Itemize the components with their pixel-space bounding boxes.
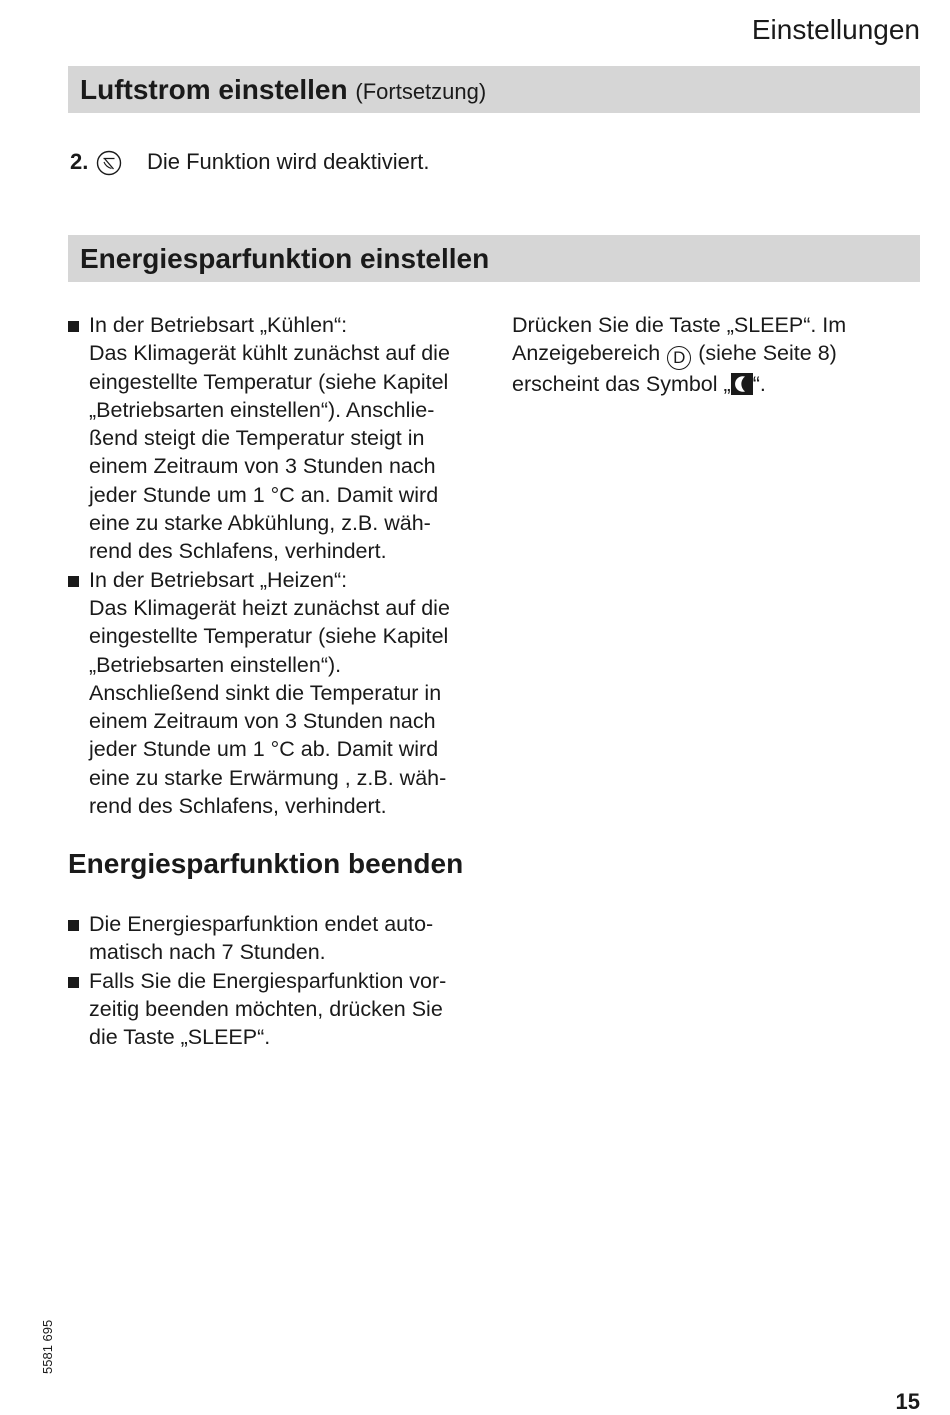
text-line: eingestellte Temperatur (siehe Kapitel	[89, 369, 449, 394]
list-item	[68, 967, 488, 1052]
section-bar-luftstrom	[68, 66, 920, 113]
text-line	[512, 370, 912, 398]
text-line	[512, 339, 912, 370]
text-line: „Betriebsarten einstellen“).	[89, 652, 342, 677]
text-line: Anschließend sinkt die Temperatur in	[89, 680, 442, 705]
text-line: eine zu starke Erwärmung , z.B. wäh-	[89, 765, 447, 790]
section-heading-beenden: Energiesparfunktion beenden	[68, 848, 464, 879]
bullet-square-icon	[68, 977, 79, 988]
text-line: eingestellte Temperatur (siehe Kapitel	[89, 624, 449, 649]
text-line: jeder Stunde um 1 °C an. Damit wird	[89, 482, 439, 507]
document-number: 5581 695	[40, 1319, 55, 1374]
moon-icon	[731, 373, 753, 395]
bullet-square-icon	[68, 321, 79, 332]
text-line: einem Zeitraum von 3 Stunden nach	[89, 709, 436, 734]
text-line: rend des Schlafens, verhindert.	[89, 794, 387, 819]
beenden-bullet-list	[68, 910, 488, 1051]
text-fragment: “.	[752, 372, 766, 397]
page-number: 15	[895, 1389, 920, 1414]
text-line: „Betriebsarten einstellen“). Anschlie-	[89, 397, 435, 422]
text-line: Drücken Sie die Taste „SLEEP“. Im	[512, 313, 847, 337]
section-title: Energiesparfunktion einstellen	[80, 243, 490, 274]
list-item	[68, 311, 488, 566]
section-subtitle: (Fortsetzung)	[355, 79, 487, 104]
section-title-text: Luftstrom einstellen	[80, 74, 348, 105]
text-fragment: Anzeigebereich	[512, 341, 661, 366]
text-line: matisch nach 7 Stunden.	[89, 940, 326, 965]
text-line: Falls Sie die Energiesparfunktion vor-	[89, 968, 447, 993]
text-line: ßend steigt die Temperatur steigt in	[89, 426, 425, 451]
text-fragment: erscheint das Symbol „	[512, 372, 731, 397]
running-header: Einstellungen	[751, 14, 920, 45]
text-line: Die Energiesparfunktion endet auto-	[89, 912, 434, 936]
text-line: einem Zeitraum von 3 Stunden nach	[89, 454, 436, 479]
list-item	[68, 910, 488, 967]
text-line: eine zu starke Abkühlung, z.B. wäh-	[89, 511, 431, 536]
text-line: In der Betriebsart „Heizen“:	[89, 567, 348, 592]
text-fragment: (siehe Seite 8)	[698, 341, 837, 366]
display-area-marker-d: D	[667, 346, 691, 370]
section-bar-energiespar	[68, 235, 920, 282]
fan-swing-button-icon	[96, 150, 122, 176]
text-line: zeitig beenden möchten, drücken Sie	[89, 996, 443, 1021]
bullet-square-icon	[68, 920, 79, 931]
text-line: In der Betriebsart „Kühlen“:	[89, 313, 348, 337]
step-number: 2.	[70, 149, 89, 174]
bullet-square-icon	[68, 576, 79, 587]
section-title	[80, 74, 486, 106]
text-line: rend des Schlafens, verhindert.	[89, 539, 387, 564]
energiespar-bullet-list	[68, 311, 488, 820]
text-line: jeder Stunde um 1 °C ab. Damit wird	[89, 737, 439, 762]
step-text: Die Funktion wird deaktiviert.	[147, 149, 430, 174]
sleep-instructions	[512, 311, 912, 399]
text-line: Das Klimagerät kühlt zunächst auf die	[89, 341, 450, 366]
text-line: Das Klimagerät heizt zunächst auf die	[89, 595, 450, 620]
list-item	[68, 566, 488, 821]
text-line: die Taste „SLEEP“.	[89, 1025, 271, 1050]
